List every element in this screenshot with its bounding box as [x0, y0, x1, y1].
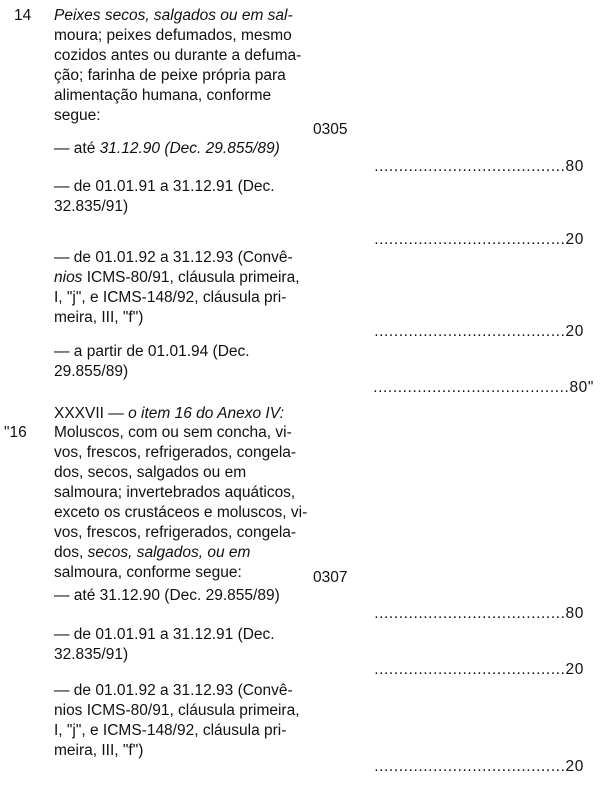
item-16-row-3: — de 01.01.92 a 31.12.93 (Convê- nios ICMS-80/91, cláusula primeira, I, "j", e ICMS-148/92, cláusula pri- meira, III, "f")	[54, 682, 300, 759]
item-14-description-rest: moura; peixes defumados, mesmo cozidos antes ou durante a defuma- ção; farinha de peixe própria para alimentação humana, conforme segue:	[54, 27, 302, 124]
item-16-description-main: Moluscos, com ou sem concha, vi- vos, frescos, refrigerados, congela- dos, secos, salgados ou em salmoura; invertebrados aquáticos, exceto os crustáceos e moluscos, vi- vos, frescos, refrigerados, congela- dos,	[54, 424, 308, 561]
item-14-row-1-value: .......................................80	[374, 158, 584, 175]
item-14-ncm: 0305	[313, 121, 348, 138]
item-14-row-2-value: .......................................20	[374, 231, 584, 248]
item-16-description	[54, 423, 309, 583]
item-16-row-2: — de 01.01.91 a 31.12.91 (Dec. 32.835/91)	[54, 626, 275, 663]
item-16-intro-italic: o item 16 do Anexo IV:	[128, 405, 285, 422]
item-16-row-2-value: .......................................20	[374, 661, 584, 678]
item-14-description	[54, 6, 309, 126]
item-14-number: 14	[14, 7, 32, 24]
item-16-row-1: — até 31.12.90 (Dec. 29.855/89)	[54, 587, 280, 604]
item-14-row-2: — de 01.01.91 a 31.12.91 (Dec. 32.835/91)	[54, 178, 275, 215]
item-14-row-3-italic: nios	[54, 269, 83, 286]
item-16-intro-roman: XXXVII —	[54, 405, 129, 422]
item-16-row-1-value: .......................................80	[374, 605, 584, 622]
item-14-row-1	[54, 139, 309, 159]
item-14-row-3-rest: ICMS-80/91, cláusula primeira, I, "j", e ICMS-148/92, cláusula pri- meira, III, "f")	[54, 269, 300, 326]
item-16-number: "16	[4, 424, 27, 441]
item-16-description-italic: secos, salgados, ou em	[83, 544, 251, 561]
item-14-row-3-value: .......................................20	[374, 323, 584, 340]
item-14-row-3-prefix: — de 01.01.92 a 31.12.93 (Convê-	[54, 249, 293, 266]
item-16-ncm: 0307	[313, 569, 348, 586]
item-14-description-italic: Peixes secos, salgados ou em sal-	[54, 7, 293, 24]
item-14-row-1-italic: 31.12.90 (Dec. 29.855/89)	[99, 140, 280, 157]
item-14-row-4: — a partir de 01.01.94 (Dec. 29.855/89)	[54, 343, 250, 380]
item-16-description-end: salmoura, conforme segue:	[54, 564, 242, 581]
item-14-row-4-value: ........................................80"	[373, 379, 594, 396]
item-16-row-3-value: .......................................20	[374, 758, 584, 775]
item-14-row-1-prefix: — até	[54, 140, 100, 157]
item-16-intro	[54, 404, 309, 424]
item-14-row-3	[54, 248, 309, 328]
